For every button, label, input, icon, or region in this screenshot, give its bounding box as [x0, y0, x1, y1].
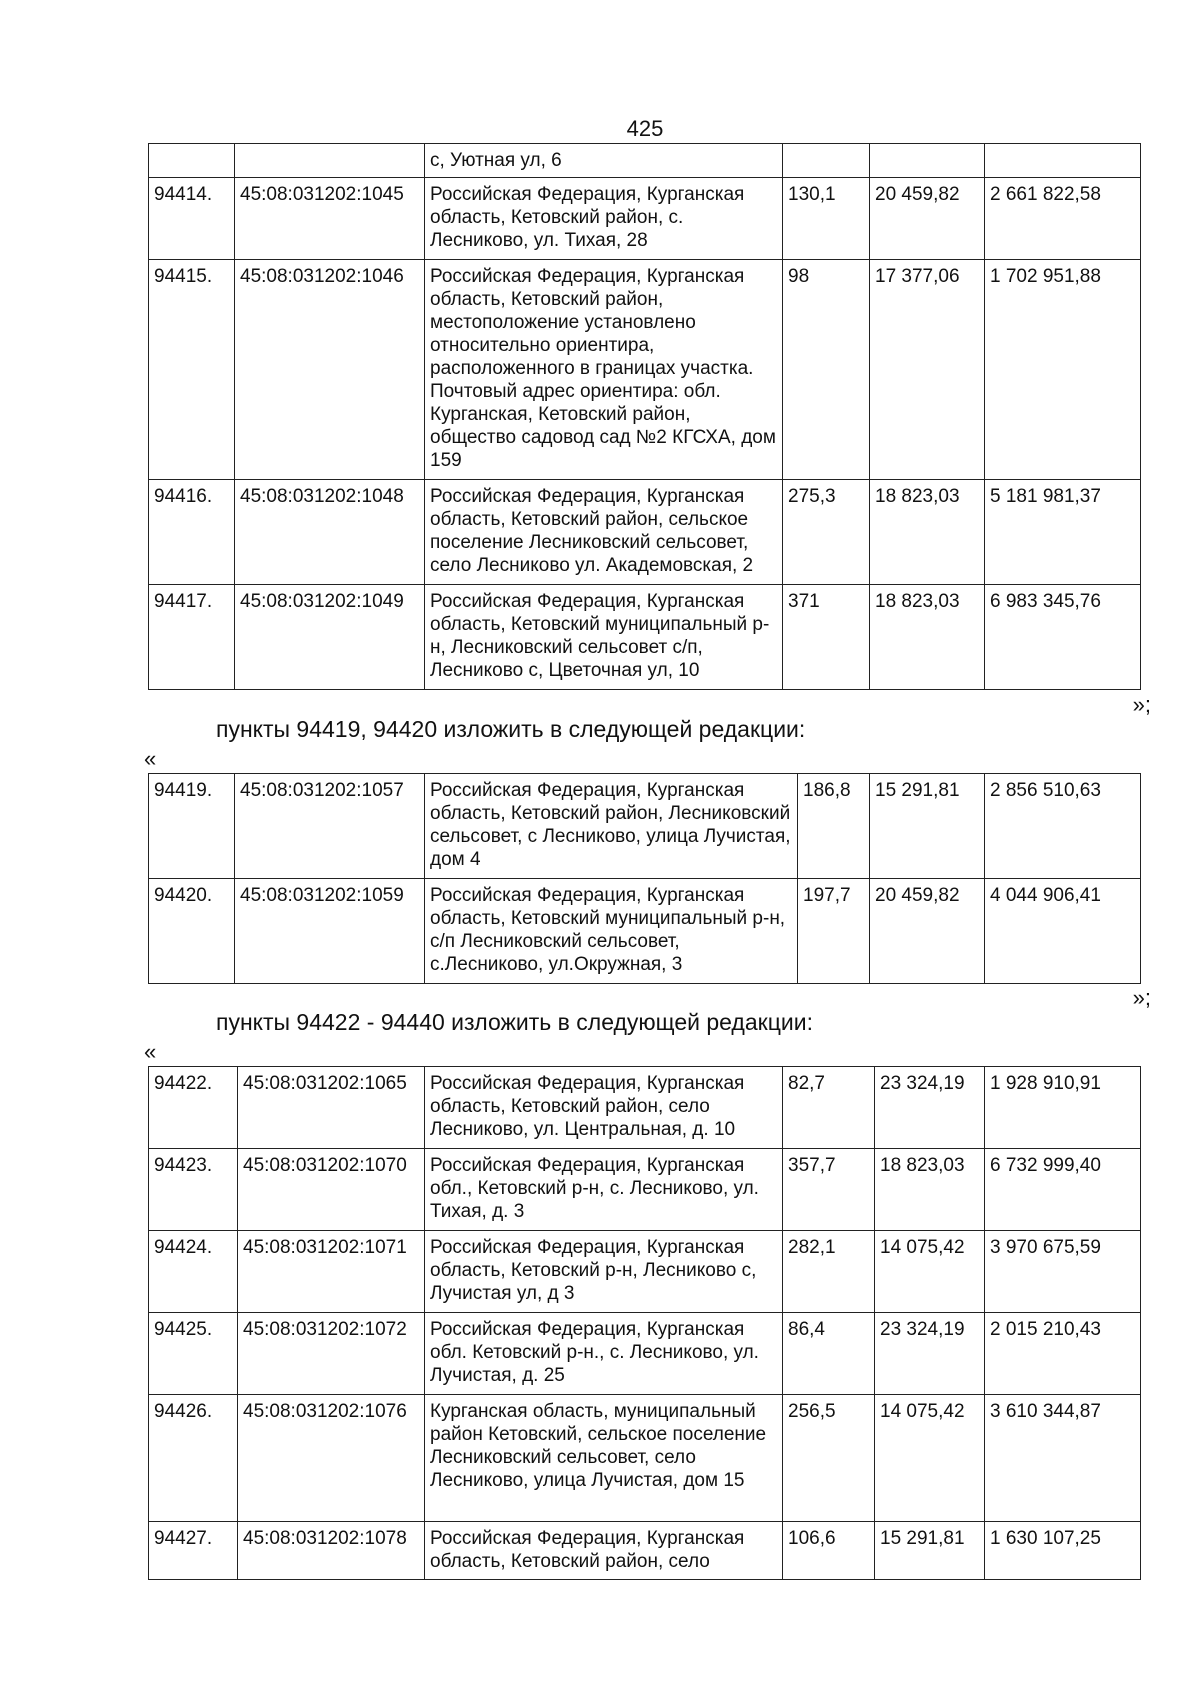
cell-address: Российская Федерация, Курганская обл., Кетовский р-н, с. Лесниково, ул. Тихая, д. 3 — [425, 1149, 783, 1231]
cell-specific-value: 18 823,03 — [870, 585, 985, 690]
cell-address: Российская Федерация, Курганская область, Кетовский муниципальный р-н, с/п Лесниковский сельсовет, с.Лесниково, ул.Окружная, 3 — [425, 879, 798, 984]
cell-cadastral-number: 45:08:031202:1045 — [235, 178, 425, 260]
cell-number — [149, 144, 235, 178]
cell-cadastral-value: 1 630 107,25 — [985, 1522, 1141, 1580]
land-registry-table-2 — [148, 773, 1141, 984]
cell-specific-value: 20 459,82 — [870, 879, 985, 984]
cell-cadastral-number: 45:08:031202:1071 — [238, 1231, 425, 1313]
closing-quote: »; — [1132, 692, 1151, 717]
cell-area: 106,6 — [783, 1522, 875, 1580]
cell-area: 256,5 — [783, 1395, 875, 1522]
cell-address: Российская Федерация, Курганская область, Кетовский район, село — [425, 1522, 783, 1580]
table-row — [149, 480, 1141, 585]
cell-area: 275,3 — [783, 480, 870, 585]
cell-cadastral-value: 2 856 510,63 — [985, 774, 1141, 879]
cell-area: 357,7 — [783, 1149, 875, 1231]
table-row — [149, 144, 1141, 178]
cell-cadastral-value: 5 181 981,37 — [985, 480, 1141, 585]
cell-specific-value: 15 291,81 — [875, 1522, 985, 1580]
cell-area: 371 — [783, 585, 870, 690]
table-row — [149, 1313, 1141, 1395]
table-row — [149, 178, 1141, 260]
cell-address: Российская Федерация, Курганская область, Кетовский район, село Лесниково, ул. Центральная, д. 10 — [425, 1067, 783, 1149]
cell-area: 282,1 — [783, 1231, 875, 1313]
cell-cadastral-number: 45:08:031202:1057 — [235, 774, 425, 879]
instruction-text-2: пункты 94422 - 94440 изложить в следующей редакции: — [216, 1009, 813, 1035]
cell-specific-value: 23 324,19 — [875, 1067, 985, 1149]
table-row — [149, 879, 1141, 984]
cell-specific-value — [870, 144, 985, 178]
cell-area: 82,7 — [783, 1067, 875, 1149]
cell-cadastral-number: 45:08:031202:1065 — [238, 1067, 425, 1149]
table-row — [149, 774, 1141, 879]
cell-specific-value: 20 459,82 — [870, 178, 985, 260]
land-registry-table-1 — [148, 143, 1141, 690]
table-row — [149, 1067, 1141, 1149]
cell-number: 94423. — [149, 1149, 238, 1231]
cell-cadastral-value: 4 044 906,41 — [985, 879, 1141, 984]
cell-cadastral-number: 45:08:031202:1078 — [238, 1522, 425, 1580]
cell-cadastral-number: 45:08:031202:1046 — [235, 260, 425, 480]
cell-cadastral-value: 3 610 344,87 — [985, 1395, 1141, 1522]
instruction-text-1: пункты 94419, 94420 изложить в следующей редакции: — [216, 716, 806, 742]
cell-area: 130,1 — [783, 178, 870, 260]
cell-cadastral-number: 45:08:031202:1070 — [238, 1149, 425, 1231]
cell-cadastral-number: 45:08:031202:1072 — [238, 1313, 425, 1395]
cell-specific-value: 14 075,42 — [875, 1231, 985, 1313]
cell-cadastral-number: 45:08:031202:1049 — [235, 585, 425, 690]
opening-quote: « — [144, 746, 157, 771]
cell-cadastral-value: 1 702 951,88 — [985, 260, 1141, 480]
closing-quote: »; — [1132, 985, 1151, 1010]
cell-cadastral-value: 1 928 910,91 — [985, 1067, 1141, 1149]
cell-address: Российская Федерация, Курганская область, Кетовский район, Лесниковский сельсовет, с Лесниково, улица Лучистая, дом 4 — [425, 774, 798, 879]
table-row — [149, 1395, 1141, 1522]
cell-cadastral-value: 6 983 345,76 — [985, 585, 1141, 690]
cell-area: 186,8 — [798, 774, 870, 879]
cell-cadastral-value: 2 661 822,58 — [985, 178, 1141, 260]
land-registry-table-3 — [148, 1066, 1141, 1580]
cell-address: Российская Федерация, Курганская область, Кетовский район, сельское поселение Лесниковский сельсовет, село Лесниково ул. Академовская, 2 — [425, 480, 783, 585]
cell-number: 94415. — [149, 260, 235, 480]
cell-number: 94417. — [149, 585, 235, 690]
cell-number: 94422. — [149, 1067, 238, 1149]
cell-area: 197,7 — [798, 879, 870, 984]
cell-cadastral-value — [985, 144, 1141, 178]
cell-cadastral-number: 45:08:031202:1076 — [238, 1395, 425, 1522]
cell-number: 94416. — [149, 480, 235, 585]
cell-specific-value: 18 823,03 — [870, 480, 985, 585]
cell-area: 98 — [783, 260, 870, 480]
cell-specific-value: 15 291,81 — [870, 774, 985, 879]
cell-specific-value: 17 377,06 — [870, 260, 985, 480]
cell-number: 94425. — [149, 1313, 238, 1395]
table-row — [149, 260, 1141, 480]
cell-cadastral-number — [235, 144, 425, 178]
cell-cadastral-number: 45:08:031202:1059 — [235, 879, 425, 984]
table-row — [149, 1522, 1141, 1580]
cell-cadastral-value: 6 732 999,40 — [985, 1149, 1141, 1231]
cell-address: Российская Федерация, Курганская область, Кетовский район, местоположение установлено относительно ориентира, расположенного в границах участка. Почтовый адрес ориентира: обл. Курганская, Кетовский район, общество садовод сад №2 КГСХА, дом 159 — [425, 260, 783, 480]
cell-address: Российская Федерация, Курганская область, Кетовский район, с. Лесниково, ул. Тихая, 28 — [425, 178, 783, 260]
cell-cadastral-value: 2 015 210,43 — [985, 1313, 1141, 1395]
table-row — [149, 585, 1141, 690]
cell-specific-value: 14 075,42 — [875, 1395, 985, 1522]
cell-number: 94419. — [149, 774, 235, 879]
cell-address: Курганская область, муниципальный район Кетовский, сельское поселение Лесниковский сельсовет, село Лесниково, улица Лучистая, дом 15 — [425, 1395, 783, 1522]
cell-number: 94414. — [149, 178, 235, 260]
cell-address: Российская Федерация, Курганская обл. Кетовский р-н., с. Лесниково, ул. Лучистая, д. 25 — [425, 1313, 783, 1395]
cell-cadastral-value: 3 970 675,59 — [985, 1231, 1141, 1313]
cell-address: с, Уютная ул, 6 — [425, 144, 783, 178]
cell-number: 94426. — [149, 1395, 238, 1522]
cell-address: Российская Федерация, Курганская область, Кетовский р-н, Лесниково с, Лучистая ул, д 3 — [425, 1231, 783, 1313]
cell-area: 86,4 — [783, 1313, 875, 1395]
cell-number: 94424. — [149, 1231, 238, 1313]
table-row — [149, 1149, 1141, 1231]
table-row — [149, 1231, 1141, 1313]
page-number: 425 — [626, 116, 664, 141]
cell-area — [783, 144, 870, 178]
cell-specific-value: 18 823,03 — [875, 1149, 985, 1231]
cell-number: 94427. — [149, 1522, 238, 1580]
cell-cadastral-number: 45:08:031202:1048 — [235, 480, 425, 585]
opening-quote: « — [144, 1039, 157, 1064]
cell-address: Российская Федерация, Курганская область, Кетовский муниципальный р-н, Лесниковский сельсовет с/п, Лесниково с, Цветочная ул, 10 — [425, 585, 783, 690]
cell-number: 94420. — [149, 879, 235, 984]
cell-specific-value: 23 324,19 — [875, 1313, 985, 1395]
